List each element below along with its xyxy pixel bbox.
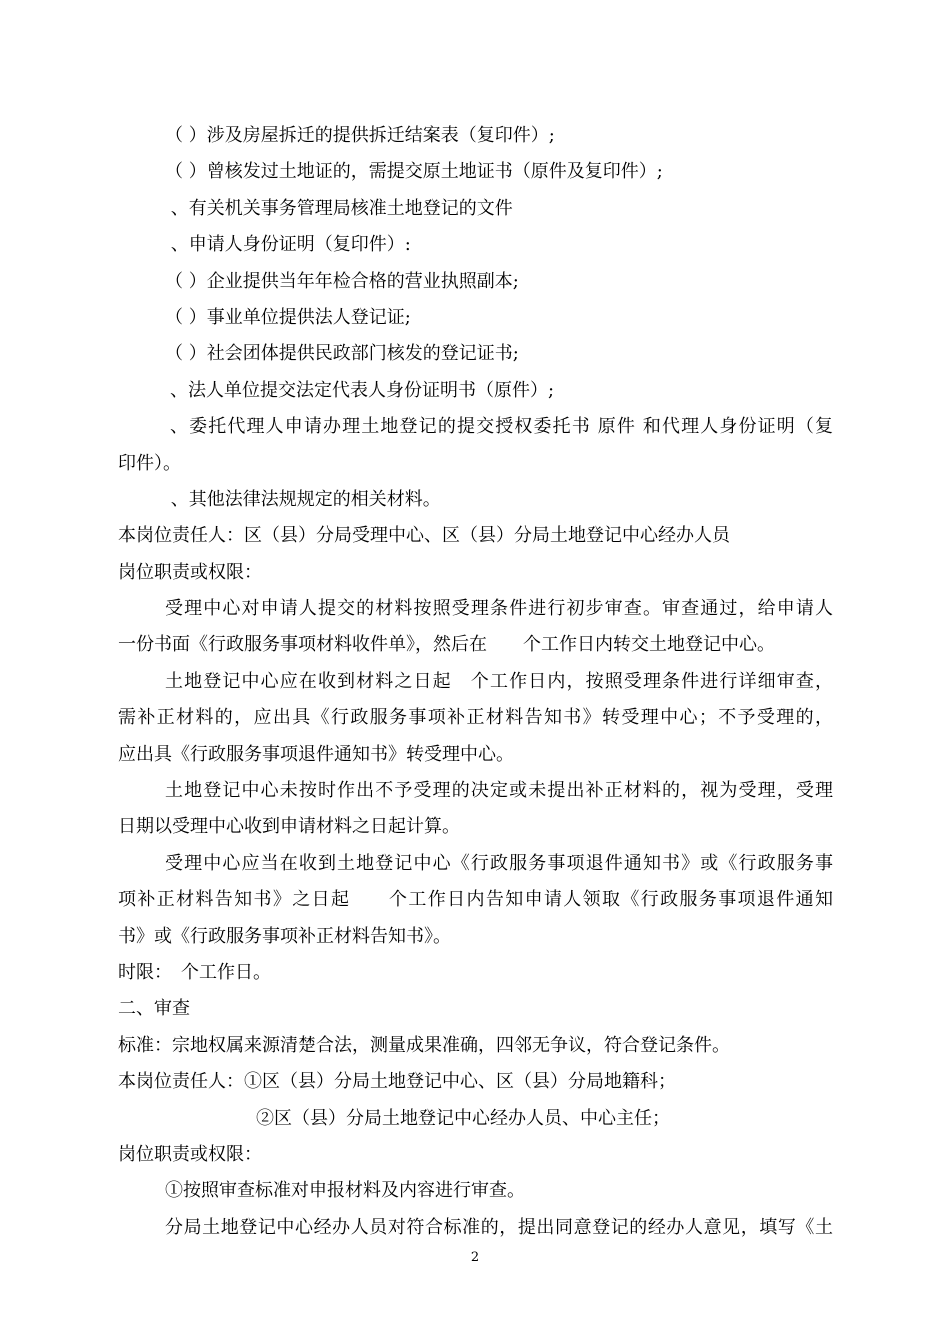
section-heading: 二、审查 bbox=[118, 998, 190, 1020]
text-line: 日期以受理中心收到申请材料之日起计算。 bbox=[118, 816, 460, 838]
text-line: 、其他法律法规规定的相关材料。 bbox=[165, 488, 441, 510]
text-line: 土地登记中心未按时作出不予受理的决定或未提出补正材料的，视为受理，受理 bbox=[165, 780, 833, 802]
text-line: 岗位职责或权限： bbox=[118, 561, 262, 583]
text-line: 一份书面《行政服务事项材料收件单》，然后在 个工作日内转交土地登记中心。 bbox=[118, 634, 775, 656]
text-line: 、申请人身份证明（复印件）: bbox=[165, 234, 411, 256]
text-line: 本岗位责任人：区（县）分局受理中心、区（县）分局土地登记中心经办人员 bbox=[118, 525, 730, 547]
text-line: 、法人单位提交法定代表人身份证明书（原件）; bbox=[170, 379, 555, 401]
text-line: （ ）曾核发过土地证的，需提交原土地证书（原件及复印件）; bbox=[165, 161, 663, 183]
text-line: 受理中心应当在收到土地登记中心《行政服务事项退件通知书》或《行政服务事 bbox=[165, 852, 833, 874]
text-line: 、有关机关事务管理局核准土地登记的文件 bbox=[165, 197, 513, 219]
text-line: （ ）企业提供当年年检合格的营业执照副本; bbox=[165, 270, 519, 292]
text-line: 印件）。 bbox=[118, 452, 181, 474]
text-line: （ ）涉及房屋拆迁的提供拆迁结案表（复印件）; bbox=[165, 125, 555, 146]
text-line: （ ）社会团体提供民政部门核发的登记证书; bbox=[165, 343, 519, 365]
text-line: 岗位职责或权限： bbox=[118, 1143, 262, 1165]
page-number: 2 bbox=[470, 1250, 480, 1265]
text-line: 应出具《行政服务事项退件通知书》转受理中心。 bbox=[118, 743, 514, 765]
text-line: 书》或《行政服务事项补正材料告知书》。 bbox=[118, 925, 451, 947]
text-line: ①按照审查标准对申报材料及内容进行审查。 bbox=[165, 1180, 525, 1202]
text-line: 需补正材料的，应出具《行政服务事项补正材料告知书》转受理中心；不予受理的， bbox=[118, 707, 833, 729]
text-line: 土地登记中心应在收到材料之日起 个工作日内，按照受理条件进行详细审查， bbox=[165, 670, 833, 692]
text-line: 、委托代理人申请办理土地登记的提交授权委托书 原件 和代理人身份证明（复 bbox=[170, 416, 833, 438]
text-line: ②区（县）分局土地登记中心经办人员、中心主任； bbox=[256, 1107, 670, 1129]
text-line: 受理中心对申请人提交的材料按照受理条件进行初步审查。审查通过，给申请人 bbox=[165, 598, 833, 620]
document-body bbox=[118, 118, 833, 1246]
text-line: 时限： 个工作日。 bbox=[118, 961, 271, 983]
text-line: 标准：宗地权属来源清楚合法，测量成果准确，四邻无争议，符合登记条件。 bbox=[118, 1034, 730, 1056]
text-line: 本岗位责任人：①区（县）分局土地登记中心、区（县）分局地籍科； bbox=[118, 1071, 676, 1093]
text-line: 分局土地登记中心经办人员对符合标准的，提出同意登记的经办人意见，填写《土 bbox=[165, 1216, 833, 1238]
text-line: 项补正材料告知书》之日起 个工作日内告知申请人领取《行政服务事项退件通知 bbox=[118, 889, 833, 911]
text-line: （ ）事业单位提供法人登记证; bbox=[165, 306, 411, 328]
